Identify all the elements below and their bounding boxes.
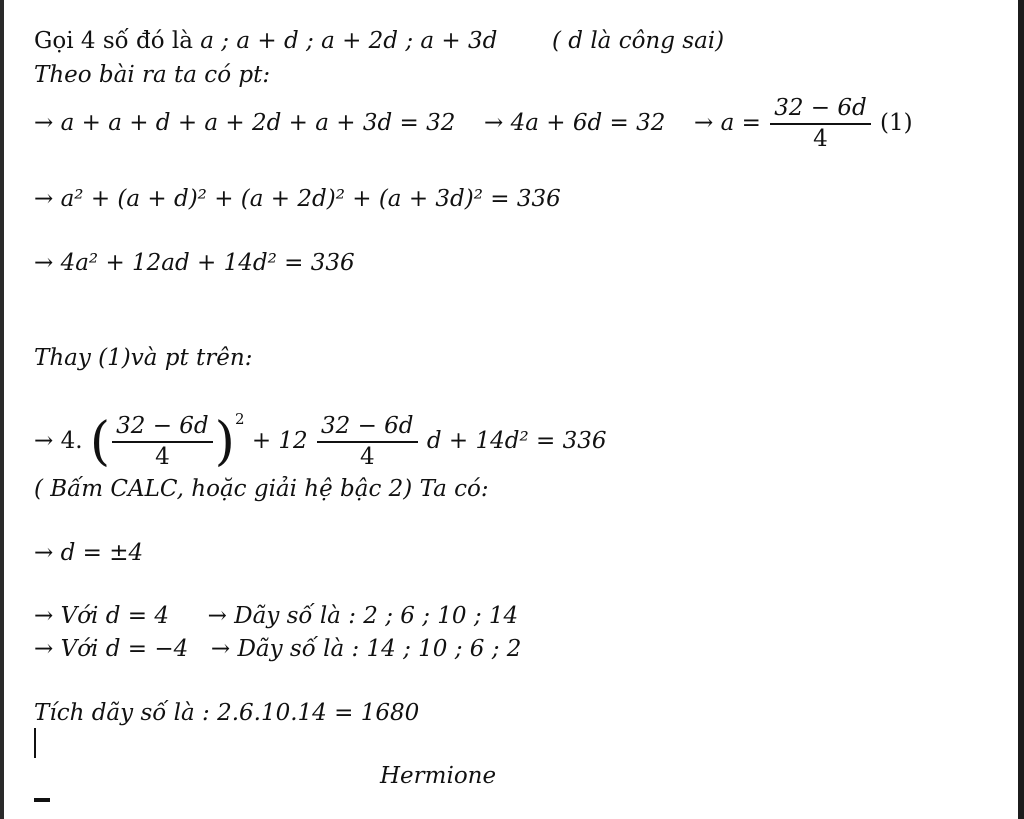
case-2-condition: → Với d = −4: [34, 636, 189, 662]
line-eq3: → 4a² + 12ad + 14d² = 336: [34, 250, 355, 276]
case-1-result: → Dãy số là : 2 ; 6 ; 10 ; 14: [207, 603, 519, 629]
fraction-denominator: 4: [155, 444, 170, 470]
intro-math: a ; a + d ; a + 2d ; a + 3d: [200, 28, 498, 54]
fraction-numerator: 32 − 6d: [317, 415, 418, 443]
line-theo: Theo bài ra ta có pt:: [34, 62, 271, 88]
eq4-fraction-1: [112, 415, 213, 469]
open-paren: (: [89, 412, 111, 472]
eq1-fraction: [770, 97, 871, 151]
signature: Hermione: [380, 763, 497, 789]
line-calc: ( Bấm CALC, hoặc giải hệ bậc 2) Ta có:: [34, 476, 489, 502]
line-d-value: → d = ±4: [34, 540, 144, 566]
eq1-a: → a =: [693, 110, 761, 136]
close-paren: ): [214, 412, 235, 472]
line-eq2: → a² + (a + d)² + (a + 2d)² + (a + 3d)² = 336: [34, 186, 561, 212]
fraction-denominator: 4: [359, 444, 375, 470]
left-edge: [0, 0, 4, 819]
line-thay: Thay (1)và pt trên:: [34, 345, 253, 371]
case-1-condition: → Với d = 4: [34, 603, 169, 629]
line-product: Tích dãy số là : 2.6.10.14 = 1680: [34, 700, 420, 726]
eq4-exponent: 2: [234, 410, 245, 428]
line-intro: [34, 30, 724, 53]
dash-mark: [34, 798, 50, 802]
eq1-ref: (1): [880, 110, 913, 136]
line-case-1: [34, 605, 518, 628]
case-2-result: → Dãy số là : 14 ; 10 ; 6 ; 2: [210, 636, 522, 662]
fraction-denominator: 4: [813, 126, 828, 152]
eq4-pre: → 4.: [34, 428, 83, 454]
line-eq4: [34, 410, 607, 472]
eq1-sum: → a + a + d + a + 2d + a + 3d = 32: [34, 110, 456, 136]
line-eq1: [34, 97, 913, 151]
intro-text: Gọi 4 số đó là: [34, 28, 201, 54]
eq4-fraction-2: [317, 415, 418, 469]
fraction-numerator: 32 − 6d: [770, 97, 871, 125]
eq4-mid: + 12: [251, 428, 308, 454]
text-cursor: [34, 728, 36, 758]
line-case-2: [34, 638, 521, 661]
eq4-post: d + 14d² = 336: [426, 428, 607, 454]
intro-note: ( d là công sai): [552, 28, 725, 54]
right-edge: [1018, 0, 1024, 819]
fraction-numerator: 32 − 6d: [112, 415, 213, 443]
eq1-simplified: → 4a + 6d = 32: [484, 110, 666, 136]
